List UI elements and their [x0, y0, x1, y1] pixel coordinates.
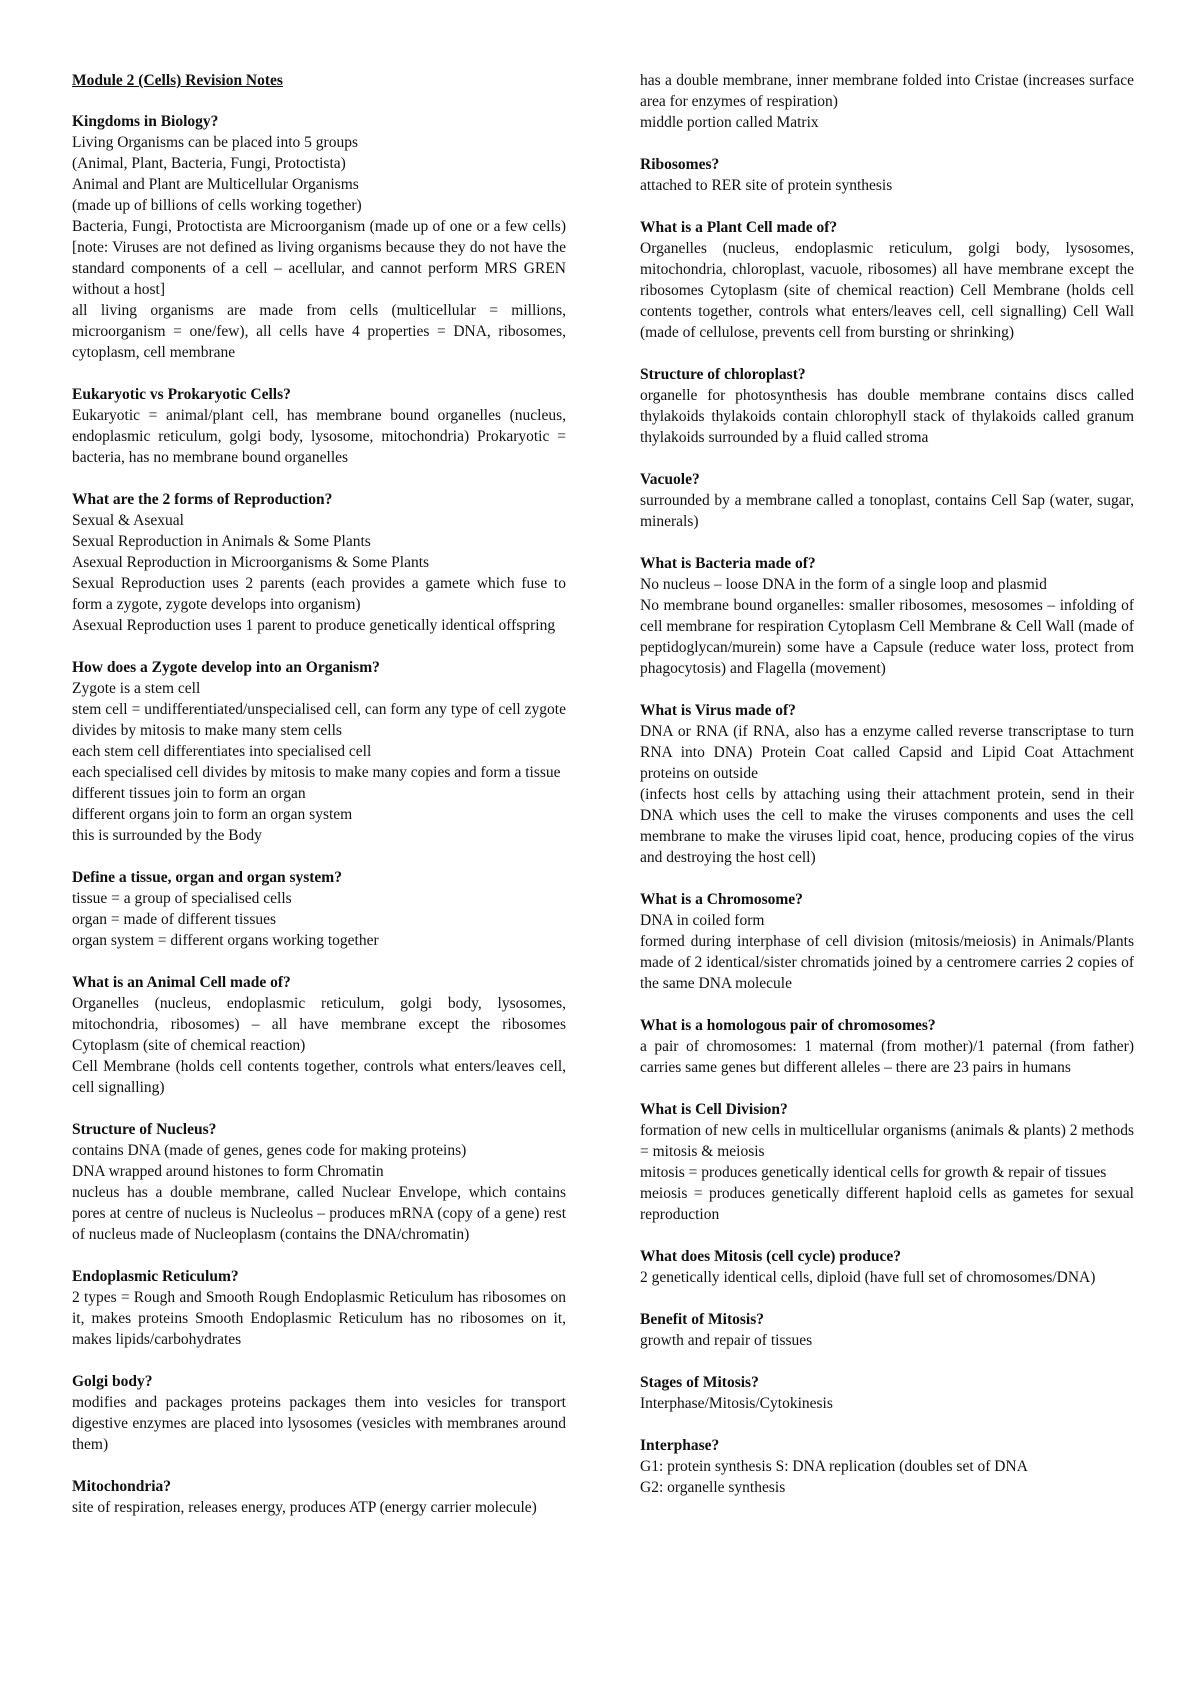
- section-structure-of-nucleus: [72, 1119, 566, 1245]
- section-heading: Endoplasmic Reticulum?: [72, 1268, 239, 1285]
- section-what-is-a-chromosome: [640, 889, 1134, 994]
- note-line: tissue = a group of specialised cells: [72, 890, 292, 907]
- section-heading: Kingdoms in Biology?: [72, 113, 219, 130]
- note-line: Sexual Reproduction in Animals & Some Plants: [72, 533, 371, 550]
- section-heading: Golgi body?: [72, 1373, 153, 1390]
- section-heading: What is a Chromosome?: [640, 891, 803, 908]
- section-what-is-cell-division: [640, 1099, 1134, 1225]
- section-heading: Benefit of Mitosis?: [640, 1311, 764, 1328]
- note-line: No nucleus – loose DNA in the form of a single loop and plasmid: [640, 576, 1047, 593]
- section-eukaryotic-vs-prokaryotic-cells: [72, 384, 566, 468]
- note-line: Sexual & Asexual: [72, 512, 184, 529]
- note-line: DNA or RNA (if RNA, also has a enzyme called reverse transcriptase to turn RNA into DNA) Protein Coat called Capsid and Lipid Coat Attachment proteins on outside: [640, 723, 1134, 782]
- section-heading: What does Mitosis (cell cycle) produce?: [640, 1248, 902, 1265]
- note-line: Eukaryotic = animal/plant cell, has membrane bound organelles (nucleus, endoplasmic reticulum, golgi body, lysosome, mitochondria) Prokaryotic = bacteria, has no membrane bound organelles: [72, 407, 566, 466]
- note-line: Interphase/Mitosis/Cytokinesis: [640, 1395, 833, 1412]
- section-stages-of-mitosis: [640, 1372, 1134, 1414]
- section-ribosomes: [640, 154, 1134, 196]
- section-structure-of-chloroplast: [640, 364, 1134, 448]
- section-heading: What is a Plant Cell made of?: [640, 219, 838, 236]
- section-what-is-bacteria-made-of: [640, 553, 1134, 679]
- right-column: [640, 70, 1134, 1519]
- section-heading: What is an Animal Cell made of?: [72, 974, 291, 991]
- note-line: meiosis = produces genetically different haploid cells as gametes for sexual reproduction: [640, 1185, 1134, 1223]
- note-line: surrounded by a membrane called a tonoplast, contains Cell Sap (water, sugar, minerals): [640, 492, 1134, 530]
- section-golgi-body: [72, 1371, 566, 1455]
- note-line: organ = made of different tissues: [72, 911, 277, 928]
- note-line: attached to RER site of protein synthesis: [640, 177, 893, 194]
- section-heading: Vacuole?: [640, 471, 700, 488]
- note-line: DNA in coiled form: [640, 912, 765, 929]
- section-interphase: [640, 1435, 1134, 1498]
- note-line: Sexual Reproduction uses 2 parents (each provides a gamete which fuse to form a zygote, zygote develops into organism): [72, 575, 566, 613]
- section-heading: Structure of chloroplast?: [640, 366, 806, 383]
- section-heading: Define a tissue, organ and organ system?: [72, 869, 342, 886]
- note-line: (made up of billions of cells working together): [72, 197, 362, 214]
- section-what-is-a-plant-cell-made-of: [640, 217, 1134, 343]
- note-line: different tissues join to form an organ: [72, 785, 306, 802]
- note-line: each specialised cell divides by mitosis to make many copies and form a tissue: [72, 764, 561, 781]
- note-line: each stem cell differentiates into specialised cell: [72, 743, 372, 760]
- note-line: 2 types = Rough and Smooth Rough Endoplasmic Reticulum has ribosomes on it, makes proteins Smooth Endoplasmic Reticulum has no ribosomes on it, makes lipids/carbohydrates: [72, 1289, 566, 1348]
- note-line: nucleus has a double membrane, called Nuclear Envelope, which contains pores at centre of nucleus is Nucleolus – produces mRNA (copy of a gene) rest of nucleus made of Nucleoplasm (contains the DNA/chromatin): [72, 1184, 566, 1243]
- note-line: (infects host cells by attaching using their attachment protein, send in their DNA which uses the cell to make the viruses components and uses the cell membrane to make the viruses lipid coat, hence, producing copies of the virus and destroying the host cell): [640, 786, 1134, 866]
- section-heading: Structure of Nucleus?: [72, 1121, 217, 1138]
- document-title: Module 2 (Cells) Revision Notes: [72, 72, 283, 89]
- note-line: G1: protein synthesis S: DNA replication (doubles set of DNA: [640, 1458, 1028, 1475]
- note-line: organ system = different organs working together: [72, 932, 379, 949]
- section-heading: Interphase?: [640, 1437, 720, 1454]
- note-line: G2: organelle synthesis: [640, 1479, 786, 1496]
- section-heading: Ribosomes?: [640, 156, 720, 173]
- note-line: modifies and packages proteins packages them into vesicles for transport digestive enzymes are placed into lysosomes (vesicles with membranes around them): [72, 1394, 566, 1453]
- note-line: has a double membrane, inner membrane folded into Cristae (increases surface area for enzymes of respiration): [640, 72, 1134, 110]
- section-what-does-mitosis-cell-cycle-produce: [640, 1246, 1134, 1288]
- note-line: stem cell = undifferentiated/unspecialised cell, can form any type of cell zygote divides by mitosis to make many stem cells: [72, 701, 566, 739]
- left-column: [72, 70, 566, 1539]
- section-heading: What is Bacteria made of?: [640, 555, 816, 572]
- note-line: Asexual Reproduction in Microorganisms & Some Plants: [72, 554, 430, 571]
- section-what-is-a-homologous-pair-of-chromosomes: [640, 1015, 1134, 1078]
- note-line: Living Organisms can be placed into 5 groups: [72, 134, 358, 151]
- note-line: DNA wrapped around histones to form Chromatin: [72, 1163, 384, 1180]
- section-heading: What is Cell Division?: [640, 1101, 788, 1118]
- right-sections: [640, 70, 1134, 1498]
- section-continued: [640, 70, 1134, 133]
- note-line: Cell Membrane (holds cell contents together, controls what enters/leaves cell, cell signalling): [72, 1058, 566, 1096]
- note-line: site of respiration, releases energy, produces ATP (energy carrier molecule): [72, 1499, 537, 1516]
- section-heading: Mitochondria?: [72, 1478, 172, 1495]
- note-line: (Animal, Plant, Bacteria, Fungi, Protoctista): [72, 155, 346, 172]
- note-line: No membrane bound organelles: smaller ribosomes, mesosomes – infolding of cell membrane for respiration Cytoplasm Cell Membrane & Cell Wall (made of peptidoglycan/murein) some have a Capsule (reduce water loss, protect from phagocytosis) and Flagella (movement): [640, 597, 1134, 677]
- note-line: Organelles (nucleus, endoplasmic reticulum, golgi body, lysosomes, mitochondria, ribosomes) – all have membrane except the ribosomes Cytoplasm (site of chemical reaction): [72, 995, 566, 1054]
- section-what-are-the-2-forms-of-reproduction: [72, 489, 566, 636]
- section-heading: Eukaryotic vs Prokaryotic Cells?: [72, 386, 291, 403]
- section-define-a-tissue-organ-and-organ-system: [72, 867, 566, 951]
- section-heading: What is Virus made of?: [640, 702, 796, 719]
- note-line: contains DNA (made of genes, genes code for making proteins): [72, 1142, 467, 1159]
- note-line: formed during interphase of cell division (mitosis/meiosis) in Animals/Plants made of 2 identical/sister chromatids joined by a centromere carries 2 copies of the same DNA molecule: [640, 933, 1134, 992]
- section-heading: What are the 2 forms of Reproduction?: [72, 491, 333, 508]
- note-line: Bacteria, Fungi, Protoctista are Microorganism (made up of one or a few cells) [note: Viruses are not defined as living organisms because they do not have the standard components of a cell – acellular, and cannot perform MRS GREN without a host]: [72, 218, 566, 298]
- section-heading: Stages of Mitosis?: [640, 1374, 759, 1391]
- section-vacuole: [640, 469, 1134, 532]
- note-line: Organelles (nucleus, endoplasmic reticulum, golgi body, lysosomes, mitochondria, chloroplast, vacuole, ribosomes) all have membrane except the ribosomes Cytoplasm (site of chemical reaction) Cell Membrane (holds cell contents together, controls what enters/leaves cell, cell signalling) Cell Wall (made of cellulose, prevents cell from bursting or shrinking): [640, 240, 1134, 341]
- section-heading: How does a Zygote develop into an Organism?: [72, 659, 380, 676]
- note-line: this is surrounded by the Body: [72, 827, 262, 844]
- section-kingdoms-in-biology: [72, 111, 566, 363]
- note-line: 2 genetically identical cells, diploid (have full set of chromosomes/DNA): [640, 1269, 1096, 1286]
- note-line: formation of new cells in multicellular organisms (animals & plants) 2 methods = mitosis & meiosis: [640, 1122, 1134, 1160]
- section-endoplasmic-reticulum: [72, 1266, 566, 1350]
- section-mitochondria: [72, 1476, 566, 1518]
- note-line: mitosis = produces genetically identical cells for growth & repair of tissues: [640, 1164, 1107, 1181]
- note-line: Animal and Plant are Multicellular Organisms: [72, 176, 359, 193]
- section-what-is-an-animal-cell-made-of: [72, 972, 566, 1098]
- section-what-is-virus-made-of: [640, 700, 1134, 868]
- note-line: a pair of chromosomes: 1 maternal (from mother)/1 paternal (from father) carries same genes but different alleles – there are 23 pairs in humans: [640, 1038, 1134, 1076]
- section-how-does-a-zygote-develop-into-an-organism: [72, 657, 566, 846]
- left-sections: [72, 111, 566, 1518]
- note-line: different organs join to form an organ system: [72, 806, 353, 823]
- note-line: Asexual Reproduction uses 1 parent to produce genetically identical offspring: [72, 617, 556, 634]
- section-benefit-of-mitosis: [640, 1309, 1134, 1351]
- note-line: all living organisms are made from cells (multicellular = millions, microorganism = one/few), all cells have 4 properties = DNA, ribosomes, cytoplasm, cell membrane: [72, 302, 566, 361]
- note-line: middle portion called Matrix: [640, 114, 819, 131]
- section-heading: What is a homologous pair of chromosomes?: [640, 1017, 936, 1034]
- note-line: organelle for photosynthesis has double membrane contains discs called thylakoids thylakoids contain chlorophyll stack of thylakoids called granum thylakoids surrounded by a fluid called stroma: [640, 387, 1134, 446]
- note-line: growth and repair of tissues: [640, 1332, 813, 1349]
- note-line: Zygote is a stem cell: [72, 680, 201, 697]
